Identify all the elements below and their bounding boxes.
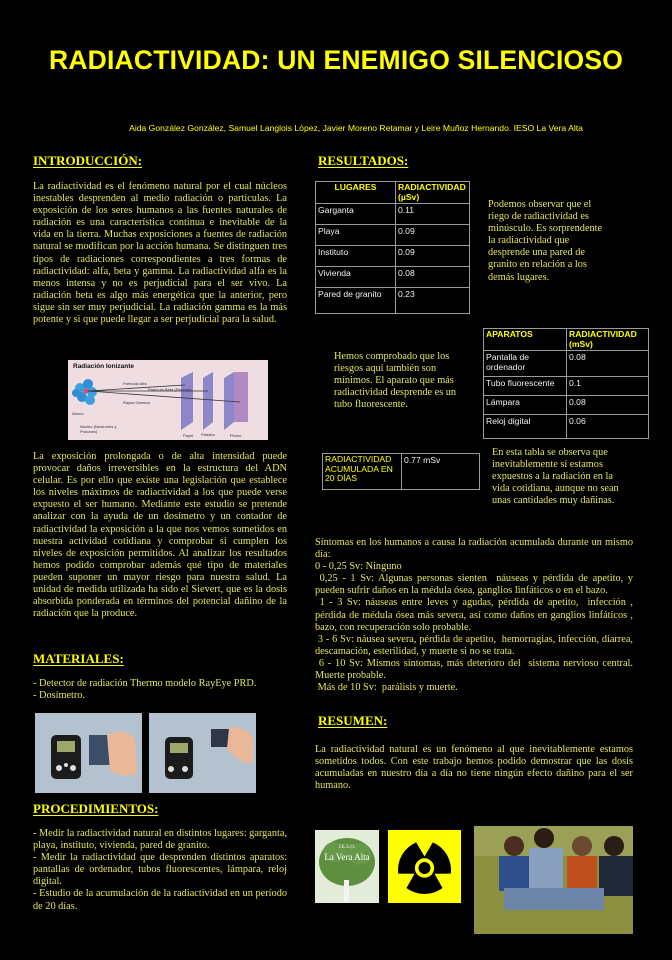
students-photo bbox=[474, 826, 633, 934]
ionizing-radiation-diagram bbox=[68, 360, 268, 440]
group-photo-image bbox=[474, 826, 633, 934]
table-row bbox=[316, 225, 470, 246]
table-cell: 0.08 bbox=[567, 351, 649, 377]
sintomas-line: Más de 10 Sv: parálisis y muerte. bbox=[315, 682, 458, 694]
table-cell: 0.09 bbox=[396, 246, 470, 267]
table-cell: Playa bbox=[316, 225, 396, 246]
aparatos-table bbox=[483, 328, 649, 439]
table-cell: Vivienda bbox=[316, 267, 396, 288]
sintomas-line: 3 - 6 Sv: náusea severa, pérdida de apetito, hemorragias, infección, diarrea, descamación, esterilidad, y muerte si no se trata. bbox=[315, 633, 636, 657]
resumen-heading: RESUMEN: bbox=[318, 713, 388, 728]
acumulada-value: 0.77 mSv bbox=[402, 454, 480, 490]
table-cell: 0.11 bbox=[396, 204, 470, 225]
paper-label: Papel bbox=[183, 433, 194, 438]
resumen-text: La radiactividad natural es un fenómeno al que inevitablemente estamos sometidos todos. Con este trabajo hemos podido demostrar que las dosis acumuladas en nuestro día a día no tiene ningún efecto dañino para el ser humano. bbox=[315, 744, 633, 792]
radiation-detector-image bbox=[35, 713, 142, 793]
gamma-label: Rayos Gamma bbox=[123, 400, 150, 405]
procedimientos-item: - Medir la radiactividad que desprenden distintos aparatos: pantallas de ordenador, tubos fluorescentes, lámpara, reloj digital. bbox=[33, 852, 287, 888]
table-cell: Tubo fluorescente bbox=[484, 377, 567, 396]
lugares-table bbox=[315, 181, 470, 314]
plastic-label: Plástico bbox=[201, 432, 216, 437]
table-cell: 0.1 bbox=[567, 377, 649, 396]
alpha-label: Partícula Alfa bbox=[123, 381, 147, 386]
aparatos-note: Hemos comprobado que los riesgos aquí también son mínimos. El aparato que más radiactividad desprende es un tubo fluorescente. bbox=[334, 351, 457, 411]
plastic-barrier bbox=[203, 372, 213, 430]
table-row bbox=[316, 204, 470, 225]
table-header-row bbox=[316, 182, 470, 204]
table-header-row bbox=[484, 329, 649, 351]
introduccion-heading: INTRODUCCIÓN: bbox=[33, 153, 143, 168]
procedimientos-list bbox=[33, 828, 287, 913]
logo-name: La Vera Alta bbox=[324, 852, 370, 862]
table-cell: 0.09 bbox=[396, 225, 470, 246]
lead-barrier-back bbox=[234, 372, 248, 422]
sintomas-line: 0 - 0,25 Sv: Ninguno bbox=[315, 561, 402, 573]
table-cell: Pared de granito bbox=[316, 288, 396, 314]
table-cell: 0.08 bbox=[567, 396, 649, 415]
table-row bbox=[484, 377, 649, 396]
column-header: APARATOS bbox=[484, 329, 567, 351]
table-row bbox=[323, 454, 480, 490]
acumulada-note: En esta tabla se observa que inevitablemente sí estamos expuestos a la radiación en la vida cotidiana, aunque no sean unas cantidades muy dañinas. bbox=[492, 447, 619, 507]
table-row bbox=[316, 267, 470, 288]
table-cell: Instituto bbox=[316, 246, 396, 267]
resultados-heading: RESULTADOS: bbox=[318, 153, 409, 168]
column-header: LUGARES bbox=[316, 182, 396, 204]
tree-logo-icon bbox=[315, 830, 379, 903]
logo-small-text: I.E.S.O. bbox=[338, 845, 356, 850]
table-row bbox=[316, 246, 470, 267]
column-header: RADIACTIVIDAD (mSv) bbox=[567, 329, 649, 351]
authors-line: Aida González González, Samuel Langlois López, Javier Moreno Retamar y Leire Muñoz Hernando. IESO La Vera Alta bbox=[129, 123, 583, 133]
introduccion-paragraph-1: La radiactividad es el fenómeno natural por el cual núcleos inestables desprenden al medio radiación o partículas. La exposición de los seres humanos a las fuentes naturales de radiación es una característica continua e inevitable de la vida en la tierra. Muchas exposiciones a fuentes de radiación natural se modifican por la acción humana. Se distinguen tres tipos de radiaciones correspondientes a tres formas de radiactividad: alfa, beta y gamma. La radiactividad alfa es la menos intensa y no es perjudicial para el ser vivo. La radiación beta es algo más energética que la anterior, pero sigue sin ser muy perjudicial. La radiación gamma es la más potente y si que puede llegar a ser perjudicial para la salud. bbox=[33, 181, 287, 326]
school-logo bbox=[315, 830, 379, 903]
materiales-heading: MATERIALES: bbox=[33, 651, 124, 666]
materiales-item: - Dosímetro. bbox=[33, 690, 86, 702]
table-cell: 0.06 bbox=[567, 415, 649, 439]
table-cell: Garganta bbox=[316, 204, 396, 225]
nucleus-label: Núcleo (Neutrones y Protones) bbox=[80, 424, 117, 434]
column-header: RADIACTIVIDAD (µSv) bbox=[396, 182, 470, 204]
atom-label: Átomo bbox=[72, 411, 84, 416]
sintomas-line: 1 - 3 Sv: náuseas entre leves y agudas, pérdida de apetito, infección , pérdida de médula ósea más severa, así como daños en ganglios linfáticos , bazo, con recuperación solo probable. bbox=[315, 597, 636, 633]
materiales-list bbox=[33, 678, 287, 702]
radiation-hazard-sign bbox=[388, 830, 461, 903]
procedimientos-item: - Estudio de la acumulación de la radiactividad en un período de 20 días. bbox=[33, 888, 287, 912]
sintomas-intro: Síntomas en los humanos a causa la radiación acumulada durante un mismo día: bbox=[315, 537, 633, 561]
acumulada-table bbox=[322, 453, 480, 490]
detector-photo-1 bbox=[35, 713, 142, 793]
radiation-hazard-icon bbox=[388, 830, 461, 903]
sintomas-line: 6 - 10 Sv: Mismos síntomas, más deterioro del sistema nervioso central. Muerte probable. bbox=[315, 657, 636, 682]
diagram-title: Radiación Ionizante bbox=[73, 363, 135, 370]
detector-photo-2 bbox=[149, 713, 256, 793]
table-row bbox=[484, 396, 649, 415]
dosimeter-image bbox=[149, 713, 256, 793]
table-cell: 0.23 bbox=[396, 288, 470, 314]
table-cell: Reloj digital bbox=[484, 415, 567, 439]
atom-icon bbox=[72, 379, 97, 405]
table-row bbox=[484, 351, 649, 377]
beta-label: Partícula Beta (Electrón) bbox=[148, 387, 192, 392]
table-cell: Pantalla de ordenador bbox=[484, 351, 567, 377]
procedimientos-heading: PROCEDIMIENTOS: bbox=[33, 801, 159, 816]
sintomas-line: 0,25 - 1 Sv: Algunas personas sienten náuseas y pérdida de apetito, y pueden sufrir daños en la médula ósea, ganglios linfáticos o en el bazo. bbox=[315, 573, 636, 597]
paper-barrier bbox=[181, 372, 193, 430]
introduccion-paragraph-2: La exposición prolongada o de alta intensidad puede provocar daños irreversibles en la estructura del ADN celular. Es por ello que existe una legislación que establece los niveles máximos de radiactividad a los que puede verse expuesto el ser humano. Mediante este estudio se pretende analizar con la ayuda de un dosímetro y un contador de radiactividad la exposición a la que nos vemos sometidos en nuestra actividad cotidiana y comprobar si cumplen los niveles de exposición permitidos. Al analizar los resultados hemos podido comprobar además qué tipo de materiales pueden suponer un mayor riesgo para nuestra salud. La unidad de medida utilizada ha sido el Sievert, que es la dosis absorbida ponderada en términos del potencial dañino de la radiación que la produce. bbox=[33, 451, 287, 620]
acumulada-label: RADIACTIVIDAD ACUMULADA EN 20 DÍAS bbox=[323, 454, 402, 490]
lugares-note: Podemos observar que el riego de radiactividad es minúsculo. Es sorprendente la radiactividad que desprende una pared de granito en relación a los demás lugares. bbox=[488, 199, 603, 283]
table-row bbox=[316, 288, 470, 314]
poster-title: RADIACTIVIDAD: UN ENEMIGO SILENCIOSO bbox=[48, 45, 624, 75]
gamma-ray bbox=[88, 391, 240, 402]
table-row bbox=[484, 415, 649, 439]
procedimientos-item: - Medir la radiactividad natural en distintos lugares: garganta, playa, instituto, vivienda, pared de granito. bbox=[33, 828, 288, 852]
table-cell: 0.08 bbox=[396, 267, 470, 288]
lead-label: Plomo bbox=[230, 433, 242, 438]
materiales-item: - Detector de radiación Thermo modelo RayEye PRD. bbox=[33, 678, 257, 689]
table-cell: Lámpara bbox=[484, 396, 567, 415]
sintomas-block bbox=[315, 537, 636, 694]
